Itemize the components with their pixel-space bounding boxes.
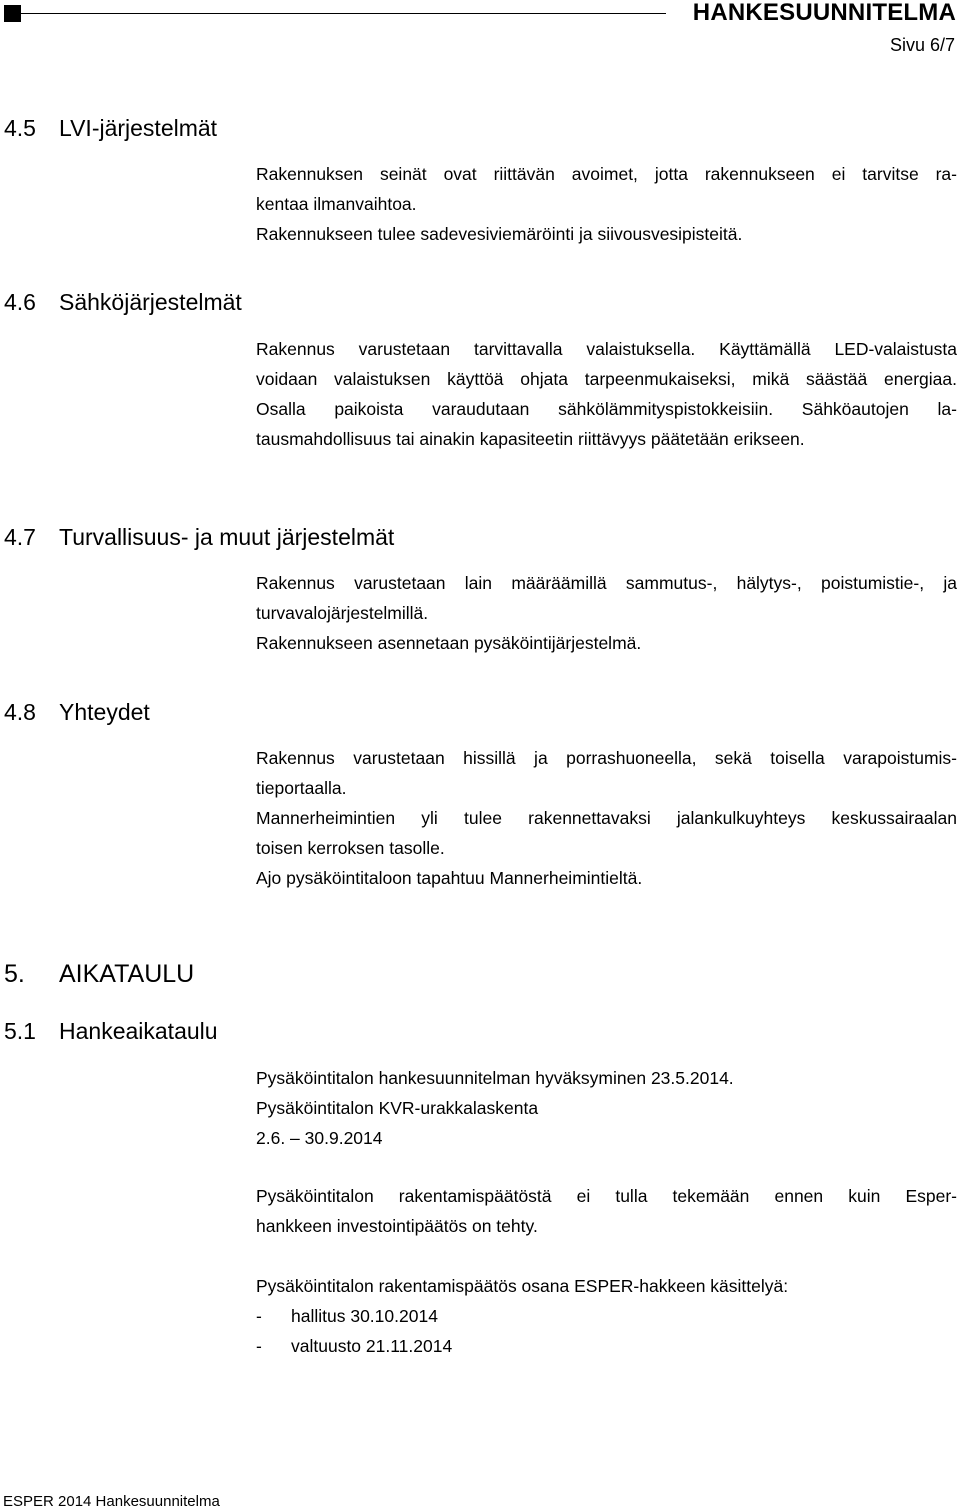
section-4-6-paragraph <box>256 334 957 454</box>
text-line: Rakennuksen seinät ovat riittävän avoimet, jotta rakennukseen ei tarvitse ra- <box>256 164 957 184</box>
text-line: Rakennus varustetaan tarvittavalla valaistuksella. Käyttämällä LED-valaistusta <box>256 339 957 359</box>
text-line: Rakennus varustetaan hissillä ja porrashuoneella, sekä toisella varapoistumis- <box>256 748 957 768</box>
text-line: Osalla paikoista varaudutaan sähkölämmityspistokkeisiin. Sähköautojen la- <box>256 399 957 419</box>
section-number: 4.5 <box>4 115 36 141</box>
text-line: Pysäköintitalon rakentamispäätöstä ei tulla tekemään ennen kuin Esper- <box>256 1186 957 1206</box>
section-4-8-paragraph <box>256 743 957 893</box>
schedule-block-3-intro <box>256 1271 957 1301</box>
text-line: Pysäköintitalon KVR-urakkalaskenta <box>256 1098 539 1118</box>
document-title: HANKESUUNNITELMA <box>692 0 956 26</box>
section-title: Yhteydet <box>59 699 150 725</box>
text-line: Mannerheimintien yli tulee rakennettavaksi jalankulkuyhteys keskussairaalan <box>256 808 957 828</box>
list-dash: - <box>256 1336 262 1356</box>
text-line: Rakennukseen asennetaan pysäköintijärjestelmä. <box>256 633 642 653</box>
section-number: 5. <box>4 960 25 988</box>
section-4-5-paragraph <box>256 159 957 249</box>
section-heading-4-8 <box>4 699 150 726</box>
section-title: AIKATAULU <box>59 960 195 988</box>
text-line: toisen kerroksen tasolle. <box>256 838 445 858</box>
list-dash: - <box>256 1306 262 1326</box>
section-title: Hankeaikataulu <box>59 1018 218 1044</box>
section-number: 4.8 <box>4 699 36 725</box>
list-item <box>256 1301 452 1331</box>
section-heading-5 <box>4 960 194 989</box>
text-line: turvavalojärjestelmillä. <box>256 603 429 623</box>
text-line: hankkeen investointipäätös on tehty. <box>256 1216 538 1236</box>
section-title: Turvallisuus- ja muut järjestelmät <box>59 524 395 550</box>
header-marker-square <box>4 5 21 22</box>
schedule-block-2 <box>256 1181 957 1241</box>
text-line: tieportaalla. <box>256 778 347 798</box>
text-line: 2.6. – 30.9.2014 <box>256 1128 383 1148</box>
section-4-7-paragraph <box>256 568 957 658</box>
text-line: Ajo pysäköintitaloon tapahtuu Mannerheimintieltä. <box>256 868 643 888</box>
decision-list <box>256 1301 452 1361</box>
list-item-text: hallitus 30.10.2014 <box>291 1306 438 1326</box>
section-heading-5-1 <box>4 1018 218 1045</box>
section-heading-4-5 <box>4 115 217 142</box>
header-rule <box>21 13 666 14</box>
list-item <box>256 1331 452 1361</box>
section-title: Sähköjärjestelmät <box>59 289 242 315</box>
text-line: Rakennukseen tulee sadevesiviemäröinti ja siivousvesipisteitä. <box>256 224 743 244</box>
text-line: Rakennus varustetaan lain määräämillä sammutus-, hälytys-, poistumistie-, ja <box>256 573 957 593</box>
page-footer: ESPER 2014 Hankesuunnitelma <box>3 1493 220 1510</box>
text-line: kentaa ilmanvaihtoa. <box>256 194 417 214</box>
section-number: 4.6 <box>4 289 36 315</box>
page-number: Sivu 6/7 <box>889 35 955 55</box>
text-line: Pysäköintitalon rakentamispäätös osana ESPER-hakkeen käsittelyä: <box>256 1276 789 1296</box>
section-number: 4.7 <box>4 524 36 550</box>
text-line: voidaan valaistuksen käyttöä ohjata tarpeenmukaiseksi, mikä säästää energiaa. <box>256 369 957 389</box>
list-item-text: valtuusto 21.11.2014 <box>291 1336 453 1356</box>
schedule-block-1 <box>256 1063 957 1153</box>
section-heading-4-6 <box>4 289 242 316</box>
section-number: 5.1 <box>4 1018 36 1044</box>
text-line: Pysäköintitalon hankesuunnitelman hyväksyminen 23.5.2014. <box>256 1068 734 1088</box>
section-title: LVI-järjestelmät <box>59 115 218 141</box>
text-line: tausmahdollisuus tai ainakin kapasiteetin riittävyys päätetään erikseen. <box>256 429 805 449</box>
section-heading-4-7 <box>4 524 394 551</box>
